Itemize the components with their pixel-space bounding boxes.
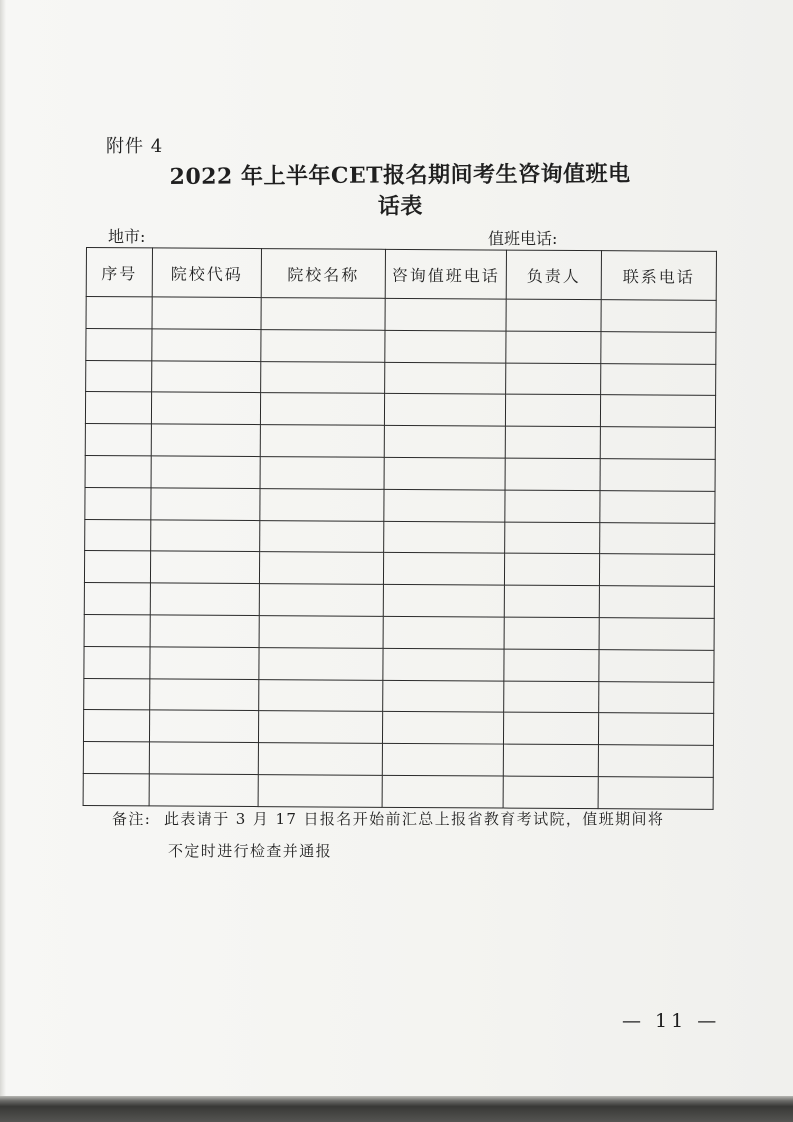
table-cell (151, 519, 260, 551)
table-cell (259, 679, 383, 712)
table-cell (83, 773, 149, 805)
table-cell (152, 329, 261, 361)
table-row (86, 297, 716, 333)
table-cell (83, 742, 149, 774)
table-cell (382, 743, 503, 776)
table-cell (84, 551, 150, 583)
header-consultation-phone: 咨询值班电话 (385, 249, 506, 299)
note-line-1 (112, 803, 732, 835)
duty-phone-table-container (83, 247, 716, 796)
table-cell (382, 712, 503, 745)
table-cell (259, 647, 383, 680)
header-serial-number: 序号 (86, 248, 152, 297)
table-cell (151, 424, 260, 456)
table-cell (149, 742, 258, 774)
table-row (83, 710, 713, 746)
attachment-label: 附件 4 (106, 136, 164, 157)
table-cell (599, 586, 714, 618)
table-cell (384, 394, 505, 427)
table-cell (505, 490, 600, 522)
document-title: 2022 年上半年CET报名期间考生咨询值班电话表 (169, 160, 631, 220)
table-cell (150, 583, 259, 615)
note-text-line-2: 不定时进行检查并通报 (168, 842, 333, 860)
table-cell (385, 298, 506, 331)
table-cell (383, 680, 504, 713)
table-cell (260, 520, 384, 553)
table-cell (85, 455, 151, 487)
duty-phone-field-label: 值班电话: (488, 229, 558, 248)
table-cell (151, 488, 260, 520)
header-institution-code: 院校代码 (152, 248, 261, 298)
table-cell (260, 393, 384, 426)
table-cell (601, 331, 716, 363)
table-cell (258, 743, 382, 776)
table-cell (84, 614, 150, 646)
table-cell (506, 331, 601, 363)
table-cell (151, 392, 260, 424)
table-cell (506, 299, 601, 331)
table-cell (503, 744, 598, 776)
scan-left-edge (0, 0, 6, 1122)
table-row (85, 487, 715, 523)
table-cell (504, 617, 599, 649)
table-row (85, 424, 715, 460)
table-cell (150, 647, 259, 679)
table-cell (150, 615, 259, 647)
table-cell (151, 456, 260, 488)
table-row (84, 614, 714, 650)
table-cell (505, 458, 600, 490)
table-cell (506, 363, 601, 395)
table-cell (149, 774, 258, 806)
note-label: 备注: (112, 810, 152, 828)
table-row (84, 551, 714, 587)
table-cell (383, 584, 504, 617)
table-cell (258, 711, 382, 744)
table-cell (384, 457, 505, 490)
table-cell (383, 648, 504, 681)
table-cell (86, 360, 152, 392)
table-cell (85, 487, 151, 519)
table-row (85, 519, 715, 555)
table-cell (505, 426, 600, 458)
table-cell (600, 490, 715, 522)
table-cell (600, 459, 715, 491)
table-row (85, 392, 715, 428)
table-cell (504, 585, 599, 617)
table-cell (261, 361, 385, 394)
table-cell (84, 678, 150, 710)
table-cell (385, 330, 506, 363)
table-cell (384, 426, 505, 459)
table-cell (599, 618, 714, 650)
city-field-label: 地市: (108, 227, 146, 246)
table-cell (149, 710, 258, 742)
table-cell (85, 519, 151, 551)
table-cell (598, 745, 713, 777)
table-cell (83, 710, 149, 742)
table-cell (85, 392, 151, 424)
table-cell (601, 300, 716, 332)
table-cell (150, 551, 259, 583)
duty-phone-table (83, 247, 717, 810)
table-body (83, 297, 716, 810)
table-cell (85, 424, 151, 456)
table-cell (384, 521, 505, 554)
table-cell (504, 681, 599, 713)
table-cell (505, 522, 600, 554)
table-cell (259, 616, 383, 649)
table-cell (383, 553, 504, 586)
header-contact-phone: 联系电话 (601, 251, 716, 301)
table-row (84, 646, 714, 682)
table-cell (84, 583, 150, 615)
table-cell (599, 681, 714, 713)
table-row (86, 328, 716, 364)
table-cell (385, 362, 506, 395)
table-cell (600, 395, 715, 427)
table-cell (86, 328, 152, 360)
table-cell (601, 363, 716, 395)
table-header-row (86, 248, 716, 301)
table-row (84, 583, 714, 619)
table-cell (260, 457, 384, 490)
table-cell (505, 394, 600, 426)
table-row (85, 455, 715, 491)
table-cell (383, 616, 504, 649)
table-cell (503, 712, 598, 744)
table-cell (599, 649, 714, 681)
table-cell (261, 298, 385, 331)
note-block (112, 803, 732, 867)
header-person-in-charge: 负责人 (506, 250, 601, 300)
table-cell (600, 427, 715, 459)
table-cell (504, 553, 599, 585)
table-row (84, 678, 714, 714)
table-cell (152, 297, 261, 329)
table-cell (259, 552, 383, 585)
table-cell (84, 646, 150, 678)
table-cell (86, 297, 152, 329)
table-row (83, 742, 713, 778)
table-row (86, 360, 716, 396)
header-institution-name: 院校名称 (261, 249, 385, 299)
table-cell (600, 522, 715, 554)
table-cell (150, 678, 259, 710)
note-text-line-1: 此表请于 3 月 17 日报名开始前汇总上报省教育考试院，值班期间将 (164, 810, 665, 828)
table-cell (259, 584, 383, 617)
table-cell (261, 329, 385, 362)
table-cell (152, 360, 261, 392)
table-cell (504, 649, 599, 681)
scan-bottom-edge (0, 1096, 793, 1122)
page-number: — 11 — (622, 1010, 721, 1032)
table-cell (260, 488, 384, 521)
table-cell (260, 425, 384, 458)
table-cell (384, 489, 505, 522)
table-cell (598, 713, 713, 745)
table-cell (599, 554, 714, 586)
